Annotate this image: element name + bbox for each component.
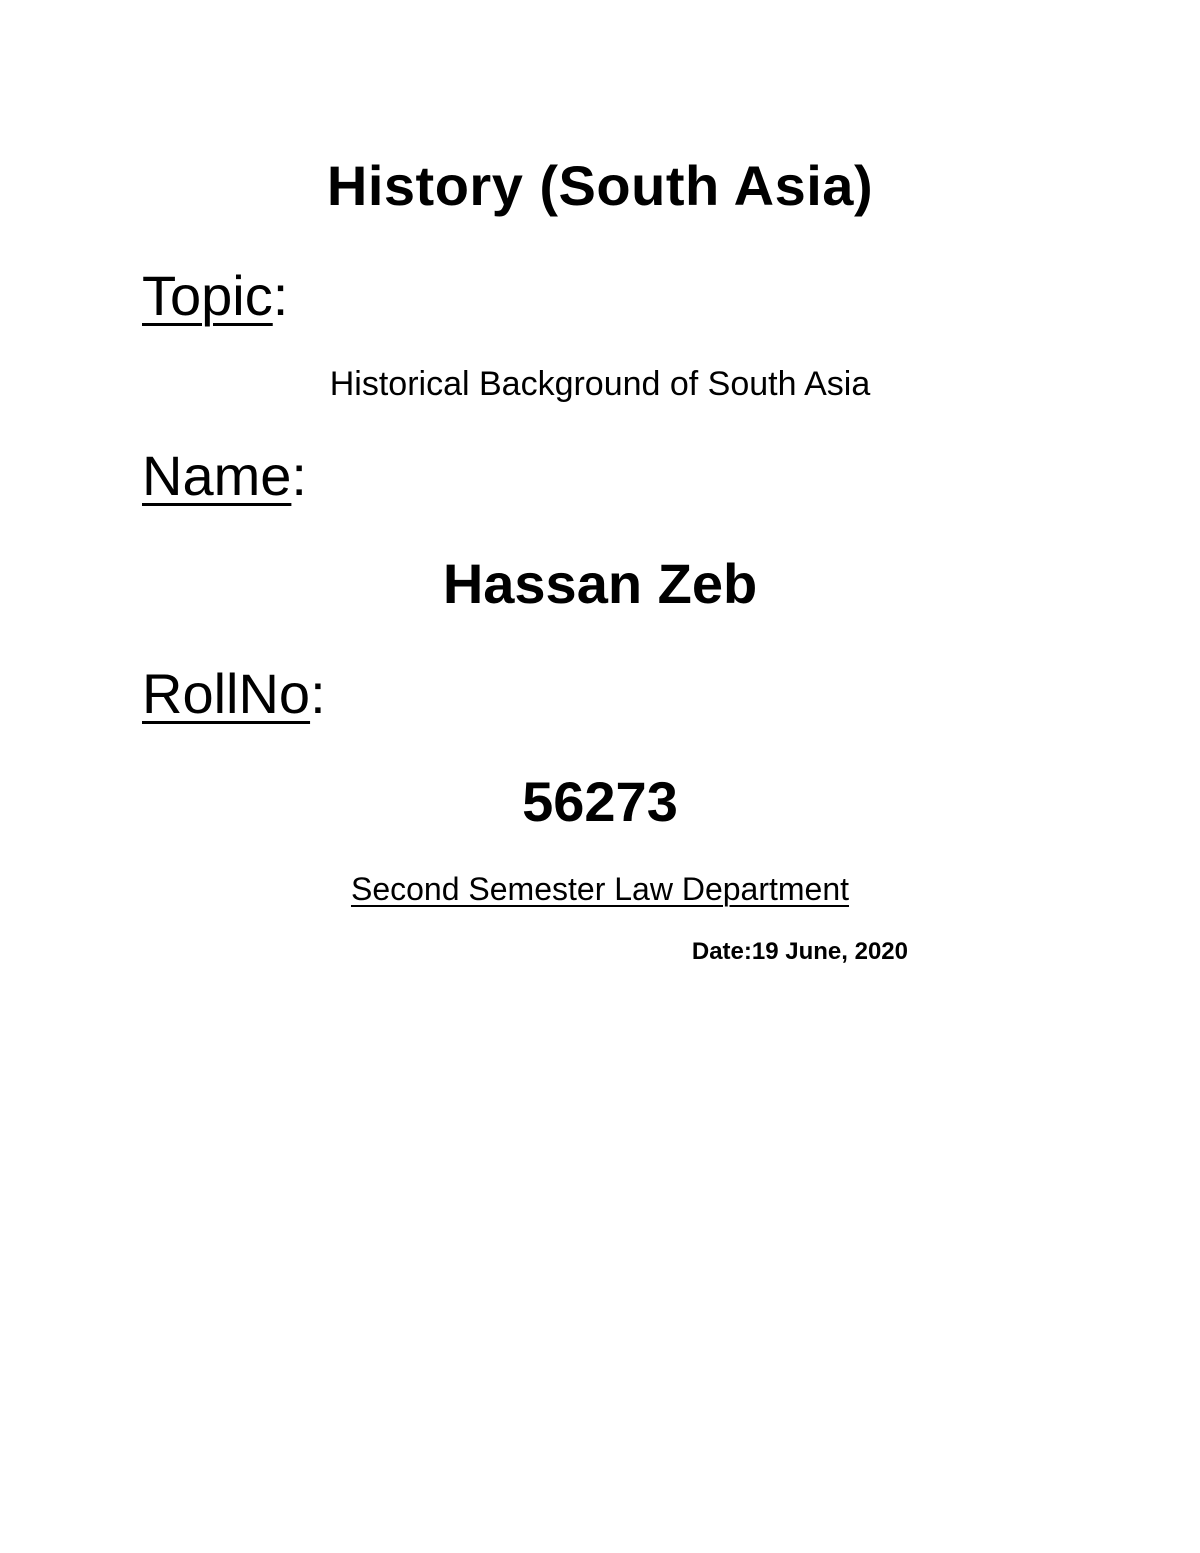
name-label: Name — [142, 444, 292, 507]
student-name: Hassan Zeb — [442, 552, 758, 615]
department-line: Second Semester Law Department — [350, 871, 850, 907]
date-line: Date:19 June, 2020 — [691, 938, 908, 965]
roll-no-heading — [142, 662, 326, 725]
name-colon: : — [291, 444, 307, 507]
topic-value: Historical Background of South Asia — [329, 365, 871, 403]
topic-colon: : — [272, 264, 289, 327]
name-heading — [142, 444, 307, 507]
document-title: History (South Asia) — [326, 154, 874, 217]
roll-no-value: 56273 — [522, 770, 678, 833]
topic-heading — [142, 264, 289, 327]
roll-no-label: RollNo — [142, 662, 311, 725]
topic-label: Topic — [142, 264, 273, 327]
roll-no-colon: : — [310, 662, 326, 725]
